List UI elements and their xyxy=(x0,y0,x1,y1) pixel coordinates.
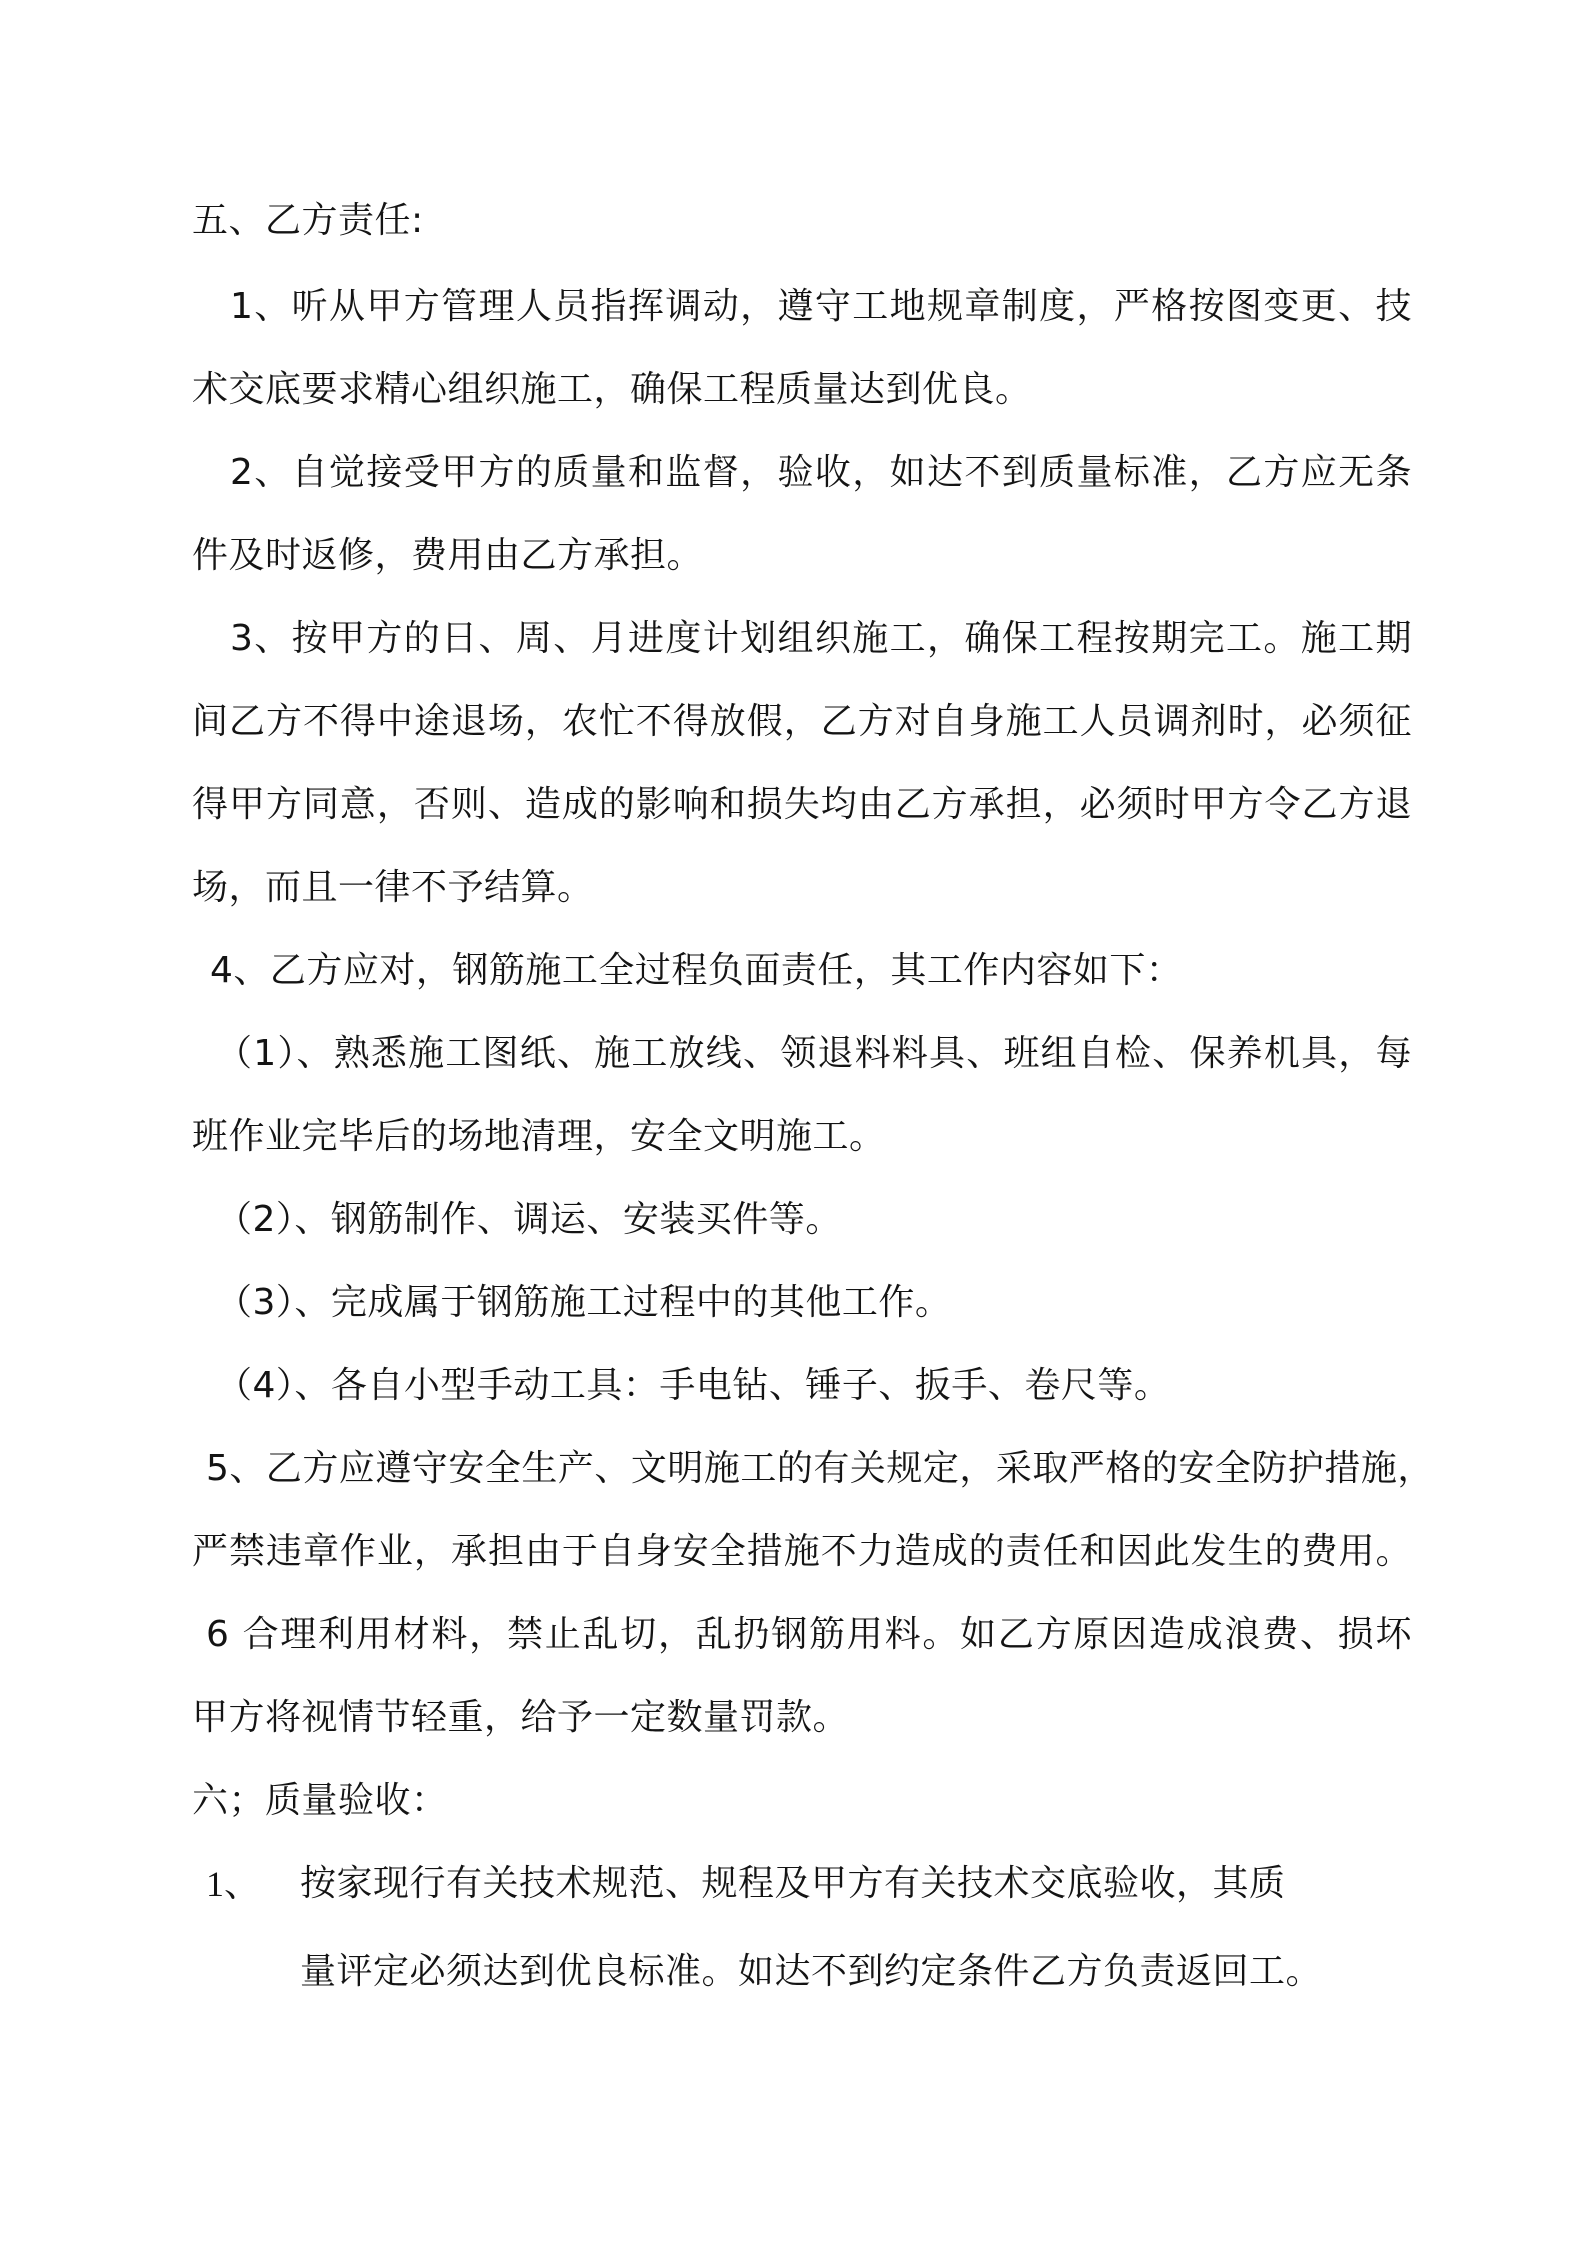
item-4-sub-1-line-1: （1）、熟悉施工图纸、施工放线、领退料料具、班组自检、保养机具，每 xyxy=(216,1033,1412,1074)
item-5-line-1: 5、乙方应遵守安全生产、文明施工的有关规定，采取严格的安全防护措施， xyxy=(206,1448,1434,1489)
item-2-line-1: 2、自觉接受甲方的质量和监督，验收，如达不到质量标准，乙方应无条 xyxy=(230,452,1412,493)
item-3-line-1: 3、按甲方的日、周、月进度计划组织施工，确保工程按期完工。施工期 xyxy=(230,618,1412,659)
item-3-line-3: 得甲方同意，否则、造成的影响和损失均由乙方承担，必须时甲方令乙方退 xyxy=(192,784,1412,825)
section-6-heading: 六；质量验收： xyxy=(192,1780,448,1821)
item-3-line-2: 间乙方不得中途退场，农忙不得放假，乙方对自身施工人员调剂时，必须征 xyxy=(192,701,1412,742)
item-4-sub-2: （2）、钢筋制作、调运、安装买件等。 xyxy=(216,1199,842,1240)
item-2-line-2: 件及时返修，费用由乙方承担。 xyxy=(192,535,704,576)
item-1-line-2: 术交底要求精心组织施工，确保工程质量达到优良。 xyxy=(192,369,1032,410)
item-4-sub-4: （4）、各自小型手动工具：手电钻、锤子、扳手、卷尺等。 xyxy=(216,1365,1171,1406)
item-5-line-2: 严禁违章作业，承担由于自身安全措施不力造成的责任和因此发生的费用。 xyxy=(192,1531,1412,1572)
section-6-item-1-line-1: 按家现行有关技术规范、规程及甲方有关技术交底验收，其质 xyxy=(300,1863,1286,1904)
item-3-line-4: 场，而且一律不予结算。 xyxy=(192,867,594,908)
section-6-item-1-number: 1、 xyxy=(206,1864,261,1904)
item-6-line-1: 6 合理利用材料，禁止乱切，乱扔钢筋用料。如乙方原因造成浪费、损坏 xyxy=(206,1614,1412,1655)
item-4-sub-1-line-2: 班作业完毕后的场地清理，安全文明施工。 xyxy=(192,1116,886,1157)
section-6-item-1-line-2: 量评定必须达到优良标准。如达不到约定条件乙方负责返回工。 xyxy=(300,1951,1323,1992)
item-4-intro: 4、乙方应对，钢筋施工全过程负面责任，其工作内容如下： xyxy=(210,950,1183,991)
item-1-line-1: 1、听从甲方管理人员指挥调动，遵守工地规章制度，严格按图变更、技 xyxy=(230,286,1412,327)
section-5-heading: 五、乙方责任: xyxy=(192,200,424,241)
item-6-line-2: 甲方将视情节轻重，给予一定数量罚款。 xyxy=(192,1697,850,1738)
item-4-sub-3: （3）、完成属于钢筋施工过程中的其他工作。 xyxy=(216,1282,952,1323)
